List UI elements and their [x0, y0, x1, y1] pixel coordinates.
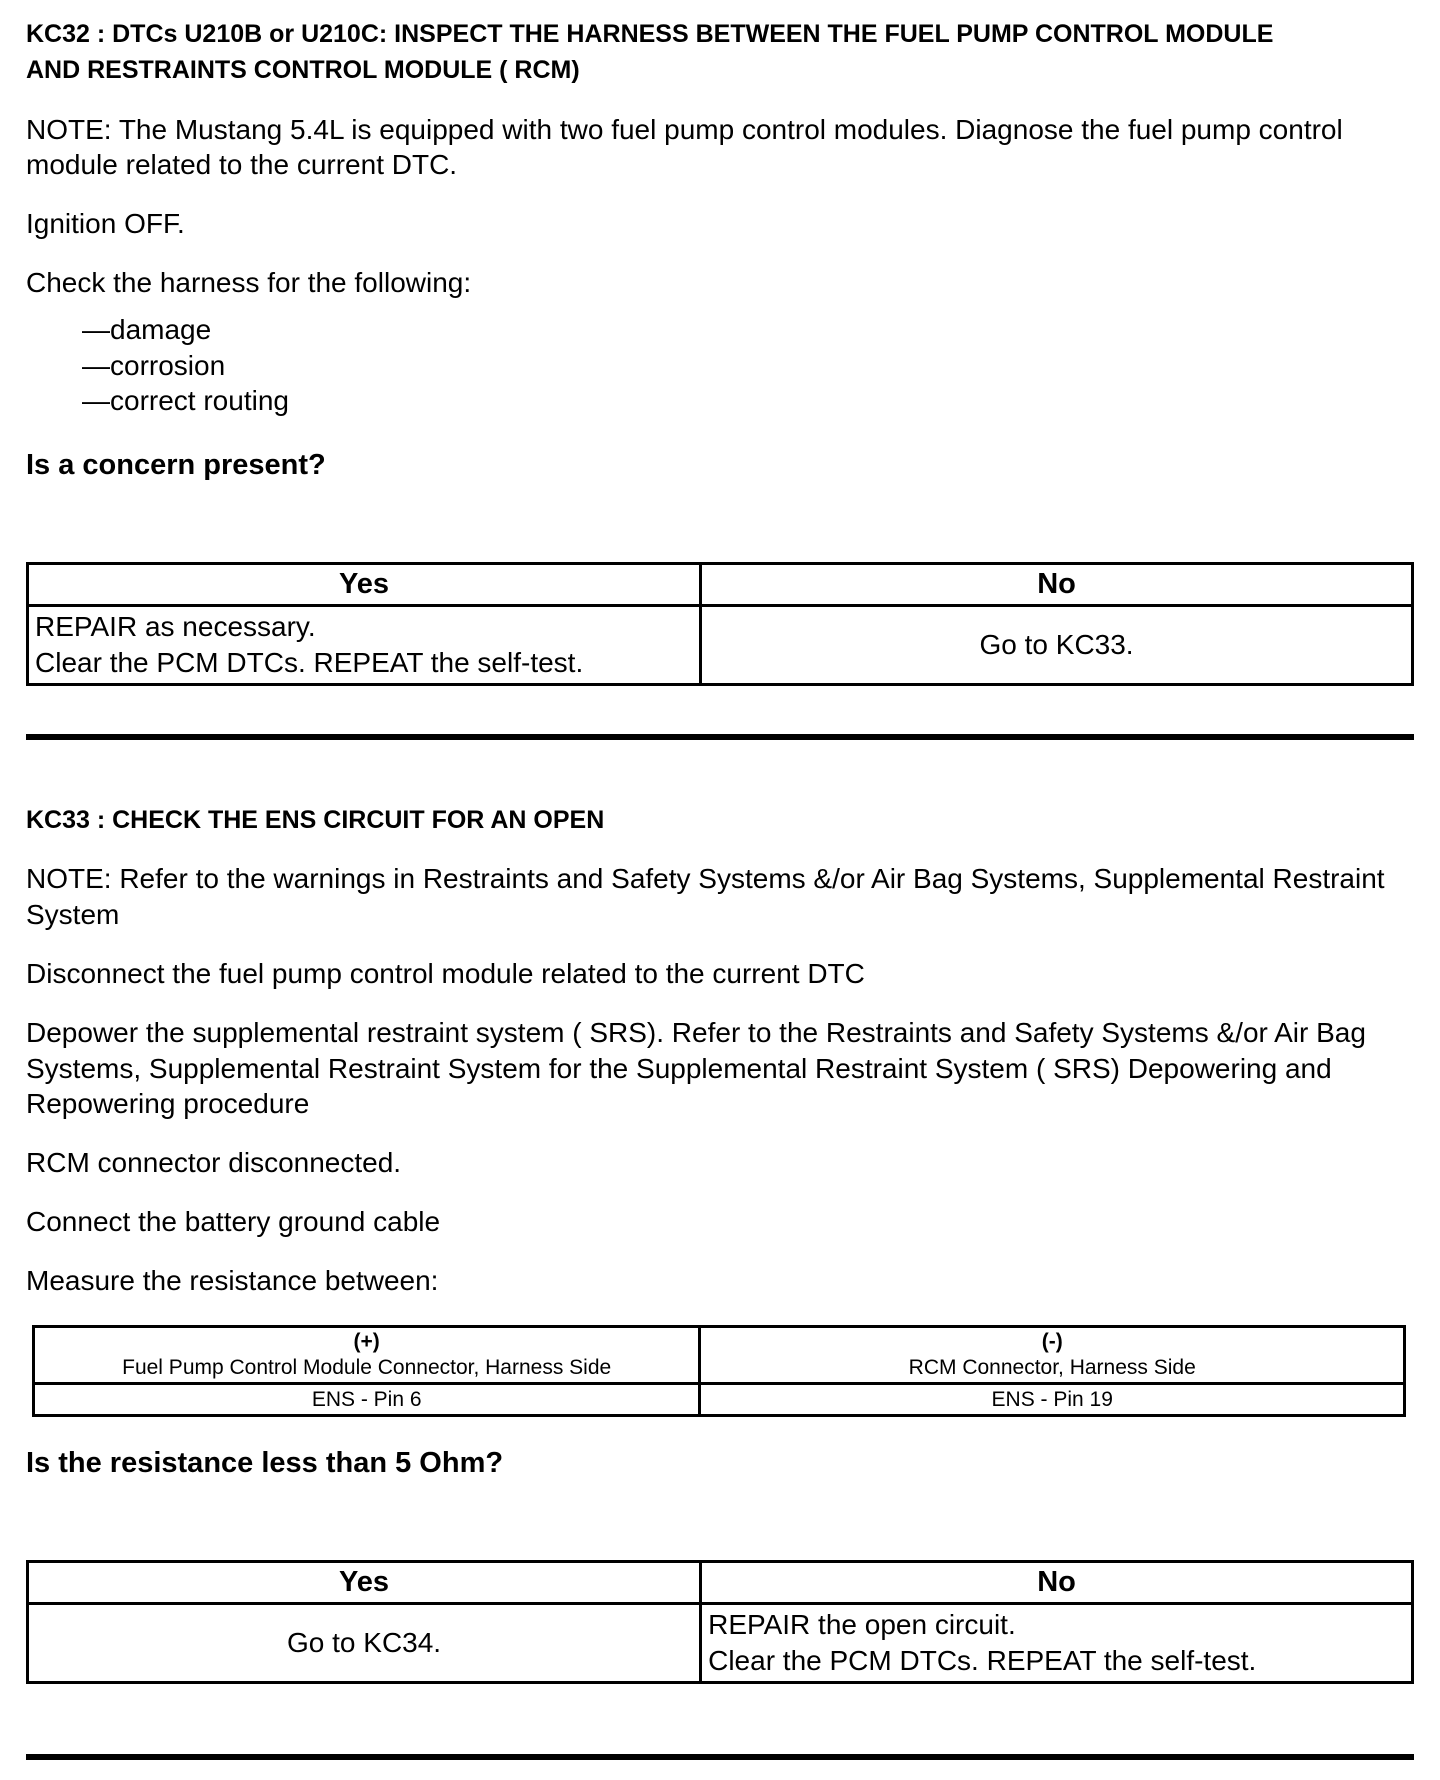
no-action-line: Clear the PCM DTCs. REPEAT the self-test.: [708, 1645, 1257, 1677]
kc33-decision-table: [26, 1560, 1414, 1684]
list-item: —correct routing: [82, 385, 289, 417]
kc32-section-title: KC32 : DTCs U210B or U210C: INSPECT THE HARNESS BETWEEN THE FUEL PUMP CONTROL MODULE AND RESTRAINTS CONTROL MODULE ( RCM): [26, 20, 1274, 85]
negative-pin-value: ENS - Pin 19: [991, 1388, 1113, 1412]
negative-description: RCM Connector, Harness Side: [908, 1355, 1196, 1379]
kc33-step-rcm: RCM connector disconnected.: [26, 1147, 402, 1179]
list-item: —damage: [82, 313, 212, 345]
no-action-line: REPAIR the open circuit.: [708, 1609, 1016, 1641]
yes-action-cell: [28, 1604, 701, 1683]
no-action-cell: [701, 606, 1413, 685]
kc33-step-measure: Measure the resistance between:: [26, 1264, 439, 1296]
positive-sign: (+): [353, 1329, 380, 1353]
kc33-section-title: KC33 : CHECK THE ENS CIRCUIT FOR AN OPEN: [26, 805, 605, 834]
positive-pin-value: ENS - Pin 6: [311, 1388, 422, 1412]
negative-sign: (-): [1041, 1329, 1063, 1353]
kc33-measurement-table: [32, 1325, 1406, 1418]
section-divider: [26, 1754, 1414, 1760]
yes-action-line: REPAIR as necessary.: [35, 611, 316, 643]
kc33-question: Is the resistance less than 5 Ohm?: [26, 1447, 504, 1480]
positive-lead-cell: [34, 1326, 700, 1384]
kc33-step-battery: Connect the battery ground cable: [26, 1206, 441, 1237]
table-header-row: [28, 564, 1413, 606]
table-header-row: [28, 1562, 1413, 1604]
yes-action-cell: [28, 606, 701, 685]
yes-action-line: Clear the PCM DTCs. REPEAT the self-test.: [35, 647, 584, 679]
no-action-line: Go to KC33.: [979, 629, 1134, 661]
negative-lead-cell: [700, 1326, 1405, 1384]
kc32-note: NOTE: The Mustang 5.4L is equipped with two fuel pump control modules. Diagnose the fuel pump control module related to the current DTC.: [26, 113, 1343, 181]
kc32-ignition-step: Ignition OFF.: [26, 208, 185, 240]
yes-action-line: Go to KC34.: [287, 1627, 442, 1659]
positive-pin-cell: [34, 1384, 700, 1416]
section-gap: [26, 740, 1414, 802]
kc32-check-list: [82, 312, 1414, 419]
yes-header-cell: Yes: [28, 564, 701, 606]
positive-description: Fuel Pump Control Module Connector, Harness Side: [122, 1355, 612, 1379]
table-row: [28, 606, 1413, 685]
kc33-step-depower: Depower the supplemental restraint system ( SRS). Refer to the Restraints and Safety Systems &/or Air Bag Systems, Supplemental Restraint System for the Supplemental Restraint System ( SRS) Depowering and Repowering procedure: [26, 1016, 1366, 1120]
table-row: [28, 1604, 1413, 1683]
negative-pin-cell: [700, 1384, 1405, 1416]
no-header-cell: No: [701, 1562, 1413, 1604]
kc33-step-disconnect: Disconnect the fuel pump control module related to the current DTC: [26, 957, 865, 989]
kc32-question: Is a concern present?: [26, 449, 326, 482]
measurement-header-row: [34, 1326, 1405, 1384]
pinpoint-test-kc33-section: [26, 802, 1414, 1684]
yes-header-cell: Yes: [28, 1562, 701, 1604]
measurement-value-row: [34, 1384, 1405, 1416]
kc32-check-intro: Check the harness for the following:: [26, 266, 472, 298]
no-action-cell: [701, 1604, 1413, 1683]
kc32-decision-table: [26, 562, 1414, 686]
no-header-cell: No: [701, 564, 1413, 606]
pinpoint-test-kc32-section: [26, 16, 1414, 686]
list-item: —corrosion: [82, 349, 226, 381]
kc33-note: NOTE: Refer to the warnings in Restraints and Safety Systems &/or Air Bag Systems, Supplemental Restraint System: [26, 863, 1385, 931]
